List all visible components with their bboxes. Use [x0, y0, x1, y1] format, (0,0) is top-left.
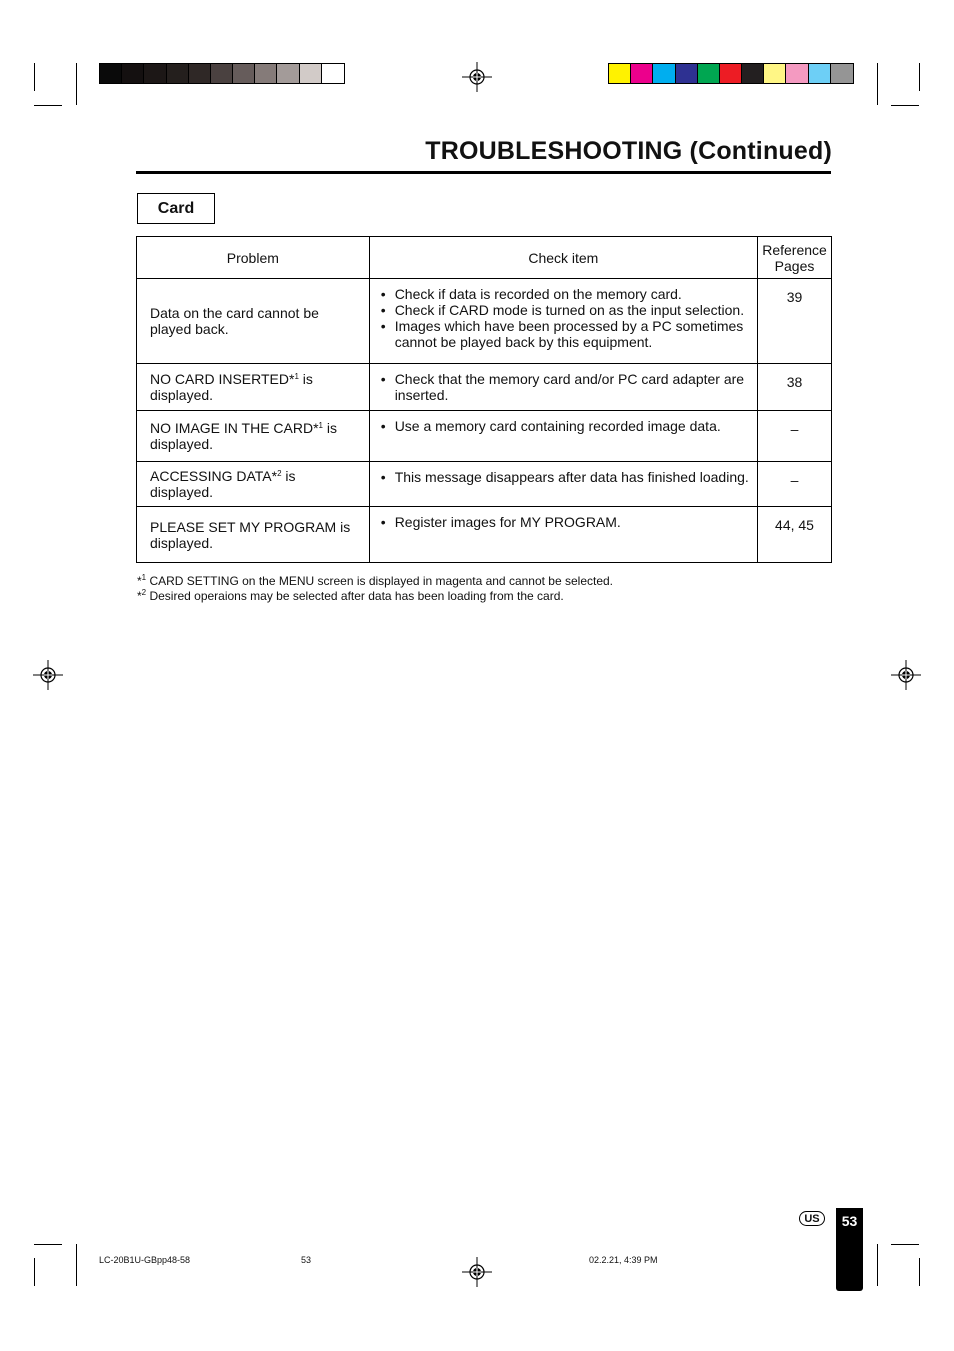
region-badge-us: US: [799, 1211, 825, 1226]
table-row: [137, 462, 832, 507]
color-swatch: [742, 64, 764, 83]
page-title: TROUBLESHOOTING (Continued): [425, 137, 832, 165]
color-swatch: [277, 64, 299, 83]
check-item-cell: [369, 364, 757, 411]
color-swatch: [676, 64, 698, 83]
color-swatch: [300, 64, 322, 83]
section-label-text: Card: [157, 199, 195, 217]
header-reference-line2: Pages: [774, 257, 815, 274]
footer-file-name: LC-20B1U-GBpp48-58: [99, 1255, 191, 1265]
problem-cell: [137, 279, 370, 364]
problem-text-suffix: is displayed.: [150, 420, 337, 452]
footnote-ref: 1: [318, 421, 323, 430]
footnote-mark: *: [137, 574, 142, 588]
check-item: • Check if data is recorded on the memory card.: [380, 286, 749, 302]
problem-text: NO IMAGE IN THE CARD*: [150, 420, 319, 436]
color-swatch: [764, 64, 786, 83]
crop-mark: [877, 1244, 878, 1286]
crop-mark: [34, 1244, 62, 1245]
check-item-list: [380, 514, 749, 530]
check-item-list: [380, 371, 749, 403]
check-item: • Check that the memory card and/or PC card adapter are inserted.: [380, 371, 749, 403]
registration-target-icon: [891, 660, 921, 690]
color-swatch: [809, 64, 831, 83]
footnote-sup: 1: [141, 573, 147, 582]
color-swatch: [144, 64, 166, 83]
footnote-sup: 2: [141, 588, 147, 597]
reference-page-cell: 44, 45: [758, 507, 832, 563]
check-item-cell: [369, 411, 757, 462]
table-row: [137, 364, 832, 411]
reference-page-cell: –: [758, 462, 832, 507]
grayscale-calibration-bar: [99, 63, 345, 84]
crop-mark: [34, 1258, 35, 1286]
color-swatch: [122, 64, 144, 83]
color-swatch: [189, 64, 211, 83]
registration-target-icon: [33, 660, 63, 690]
problem-text: NO CARD INSERTED*: [150, 371, 295, 387]
header-reference-line1: Reference: [762, 241, 827, 258]
color-calibration-bar: [608, 63, 854, 84]
check-item-list: [380, 286, 749, 350]
color-swatch: [233, 64, 255, 83]
footnote-2: [137, 589, 564, 603]
header-reference-pages: [758, 237, 832, 279]
crop-mark: [891, 105, 919, 106]
color-swatch: [255, 64, 277, 83]
footnote-ref: 2: [277, 469, 282, 478]
check-item: • Check if CARD mode is turned on as the input selection.: [380, 302, 749, 318]
header-problem: Problem: [137, 237, 370, 279]
check-item: • Register images for MY PROGRAM.: [380, 514, 749, 530]
registration-target-icon: [462, 62, 492, 92]
problem-text: PLEASE SET MY PROGRAM is displayed.: [150, 518, 351, 551]
table-row: [137, 411, 832, 462]
problem-text-suffix: is displayed.: [150, 468, 296, 500]
troubleshooting-table: [136, 236, 832, 563]
check-item: • Images which have been processed by a PC sometimes cannot be played back by this equipment.: [380, 318, 749, 350]
color-swatch: [100, 64, 122, 83]
footnote-1: [137, 574, 613, 588]
footnote-text: Desired operaions may be selected after data has been loading from the card.: [146, 589, 564, 603]
crop-mark: [919, 63, 920, 91]
color-swatch: [653, 64, 675, 83]
problem-text: Data on the card cannot be played back.: [150, 305, 319, 337]
problem-text: ACCESSING DATA*: [150, 468, 278, 484]
check-item-cell: [369, 279, 757, 364]
table-header-row: [137, 237, 832, 279]
reference-page-cell: 38: [758, 364, 832, 411]
page-number: 53: [841, 1213, 858, 1229]
crop-mark: [34, 105, 62, 106]
footer-timestamp: 02.2.21, 4:39 PM: [589, 1255, 658, 1265]
check-item-cell: [369, 507, 757, 563]
footnote-mark: *: [137, 589, 142, 603]
crop-mark: [919, 1258, 920, 1286]
problem-cell: [137, 462, 370, 507]
check-item-list: [380, 469, 749, 485]
footnote-text: CARD SETTING on the MENU screen is displayed in magenta and cannot be selected.: [146, 574, 614, 588]
color-swatch: [322, 64, 344, 83]
table-row: [137, 279, 832, 364]
problem-cell: [137, 411, 370, 462]
problem-cell: [137, 364, 370, 411]
check-item: • This message disappears after data has finished loading.: [380, 469, 749, 485]
title-underline: [136, 171, 831, 174]
problem-cell: [137, 507, 370, 563]
crop-mark: [891, 1244, 919, 1245]
crop-mark: [76, 63, 77, 105]
color-swatch: [698, 64, 720, 83]
color-swatch: [786, 64, 808, 83]
reference-page-cell: –: [758, 411, 832, 462]
color-swatch: [167, 64, 189, 83]
crop-mark: [34, 63, 35, 91]
reference-page-cell: 39: [758, 279, 832, 364]
color-swatch: [211, 64, 233, 83]
color-swatch: [720, 64, 742, 83]
section-label-card: [137, 193, 215, 224]
table-row: [137, 507, 832, 563]
registration-target-icon: [462, 1257, 492, 1287]
problem-text-suffix: is displayed.: [150, 371, 313, 403]
footnote-ref: 1: [294, 372, 299, 381]
color-swatch: [631, 64, 653, 83]
color-swatch: [831, 64, 853, 83]
crop-mark: [877, 63, 878, 105]
color-swatch: [609, 64, 631, 83]
footer-page: 53: [301, 1255, 312, 1265]
check-item-list: [380, 418, 749, 434]
header-check-item: Check item: [369, 237, 757, 279]
crop-mark: [76, 1244, 77, 1286]
check-item-cell: [369, 462, 757, 507]
check-item: • Use a memory card containing recorded image data.: [380, 418, 749, 434]
